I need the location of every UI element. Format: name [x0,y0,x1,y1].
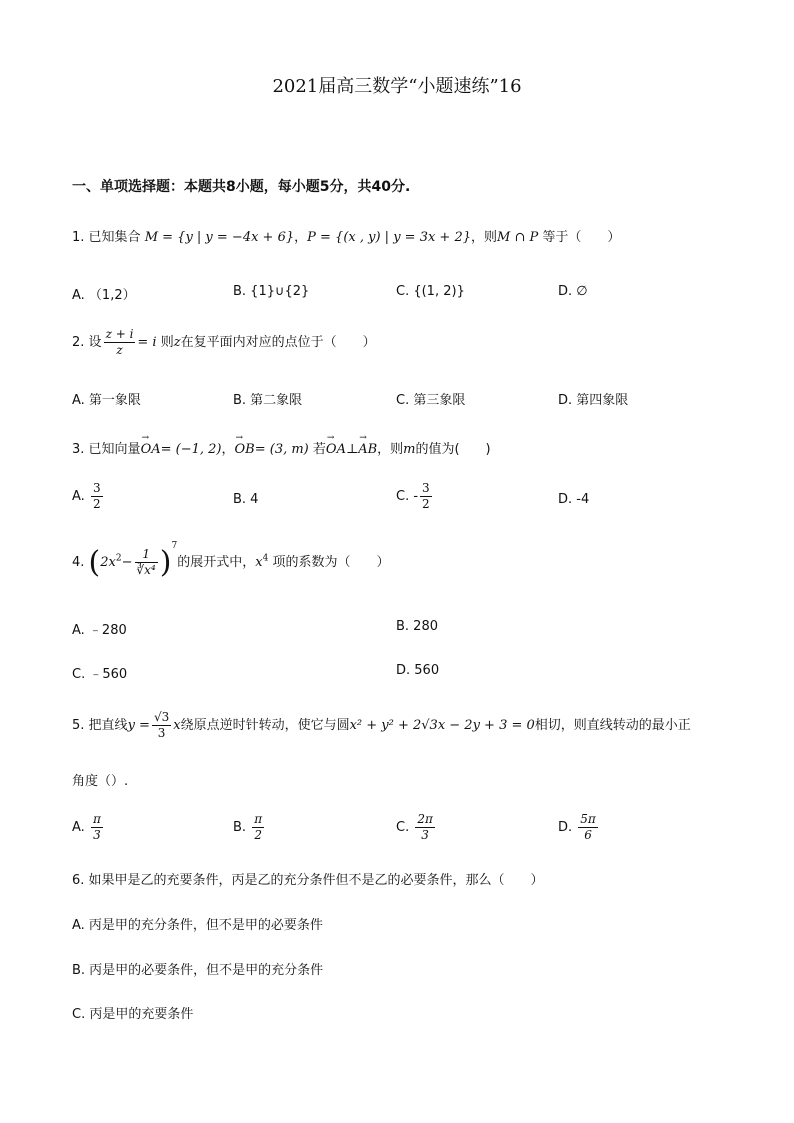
q5-d-fraction [578,812,598,843]
q1-expr: M ∩ P [497,230,539,245]
q4-term-exp: 4 [262,553,269,564]
q3-option-c-label: C. - [396,489,419,504]
q3-number: 3. [72,442,85,457]
q4-option-b: B. 280 [396,619,438,634]
q5-b-label: B. [233,820,247,835]
q5-d-den: 6 [584,828,592,842]
q5-frac-den: 3 [157,726,166,740]
q5-rhs: x [173,718,181,733]
q1-set-p: P = {(x , y) | y = 3x + 2} [307,230,471,245]
q3-vector-oa: → OA [141,442,161,457]
question-2 [72,327,376,358]
q4-term-a: 2x [100,555,116,570]
question-5 [72,710,691,741]
q4-term-a-exp: 2 [115,553,122,564]
q5-frac-num: √3 [153,710,170,724]
section-heading: 一、单项选择题：本题共8小题，每小题5分，共40分. [72,179,411,195]
q4-minus: − [121,555,133,570]
q3-option-d: D. -4 [558,492,590,507]
q4-suffix-a: 的展开式中， [177,555,256,570]
q5-c-fraction [415,812,435,843]
q3-option-a-label: A. [72,489,85,504]
q5-c-num: 2π [417,812,433,826]
q5-option-b [233,812,266,843]
q2-suffix: 在复平面内对应的点位于（ ） [180,335,376,350]
q3-suffix-pre: ，则 [377,442,404,457]
q2-eq: = i [137,335,157,350]
q3-perp-left: → OA [326,442,346,457]
q4-option-d: D. 560 [396,663,440,678]
q4-frac-num: 1 [135,547,158,563]
q2-var: z [173,335,181,350]
question-4 [72,541,389,580]
q5-option-d [558,812,600,843]
q6-option-b: B. 丙是甲的必要条件，但不是甲的充分条件 [72,963,324,978]
q3-option-a [72,481,105,512]
q4-option-c: C. ﹣560 [72,667,128,682]
q5-c-label: C. [396,820,410,835]
q5-suffix: 相切，则直线转动的最小正 [534,718,691,733]
q5-b-fraction [252,812,264,843]
q4-term: x [255,555,263,570]
q3-vector-ob: → OB [235,442,255,457]
q3-c-num: 3 [422,481,430,495]
q3-option-b: B. 4 [233,492,259,507]
page-title: 2021届高三数学“小题速练”16 [272,76,522,97]
q3-option-c [396,481,434,512]
q5-a-num: π [92,812,101,826]
q6-option-a: A. 丙是甲的充分条件，但不是甲的必要条件 [72,918,323,933]
q5-d-num: 5π [580,812,596,826]
q1-option-c: C. {(1, 2)} [396,284,465,299]
q2-option-d: D. 第四象限 [558,393,629,408]
q5-d-label: D. [558,820,573,835]
q2-frac-den: z [116,343,123,357]
q1-prefix: 已知集合 [88,230,141,245]
q2-option-b: B. 第二象限 [233,393,303,408]
q4-fraction [135,547,158,578]
q4-right-paren: ) [159,545,172,580]
q5-line-2: 角度（）. [72,774,129,789]
q5-a-den: 3 [93,828,101,842]
q5-c-den: 3 [421,828,429,842]
q2-frac-num: z + i [105,327,134,341]
q3-ob-value: = (3, m) [254,442,309,457]
q6-text: 如果甲是乙的充要条件，丙是乙的充分条件但不是乙的必要条件，那么（ ） [88,873,544,888]
q3-a-num: 3 [92,481,101,495]
q3-perp-symbol: ⊥ [345,442,359,457]
q5-mid: 绕原点逆时针转动，使它与圆 [180,718,350,733]
q2-option-c: C. 第三象限 [396,393,466,408]
q1-number: 1. [72,230,85,245]
q1-option-a: A. （1,2） [72,288,136,303]
q4-number: 4. [72,555,85,570]
q3-option-c-fraction [420,481,432,512]
q2-mid: 则 [160,335,174,350]
q5-lhs: y = [127,718,150,733]
q3-suffix: 的值为( ) [415,442,491,457]
q5-b-num: π [254,812,263,826]
q5-b-den: 2 [254,828,262,842]
q2-option-a: A. 第一象限 [72,393,141,408]
q4-frac-den: ∛x⁴ [136,563,156,577]
q3-oa-value: = (−1, 2) [160,442,222,457]
q5-option-a [72,812,105,843]
q6-number: 6. [72,873,85,888]
q6-option-c: C. 丙是甲的充要条件 [72,1007,194,1022]
q3-c-den: 2 [422,497,430,511]
q2-prefix: 设 [88,335,102,350]
q3-a-den: 2 [92,497,101,511]
q5-number: 5. [72,718,85,733]
q4-left-paren: ( [88,545,101,580]
q5-fraction [152,710,171,741]
q3-ruo: 若 [312,442,326,457]
q4-power: 7 [171,541,178,551]
q5-prefix: 把直线 [88,718,128,733]
q3-perp-right: → AB [358,442,377,457]
q2-fraction [104,327,136,358]
question-1 [72,226,620,245]
q1-suffix: 等于（ ） [542,230,621,245]
q4-option-a: A. ﹣280 [72,623,127,638]
q1-sep: ， [294,230,308,245]
q5-a-fraction [91,812,103,843]
q5-option-c [396,812,437,843]
q1-set-m: M = {y | y = −4x + 6} [144,230,295,245]
q1-option-d: D. ∅ [558,284,588,299]
q3-option-a-fraction [91,481,103,512]
q5-a-label: A. [72,820,85,835]
q1-option-b: B. {1}∪{2} [233,284,310,299]
q3-m: m [403,442,416,457]
q2-number: 2. [72,335,85,350]
q1-suffix-pre: ，则 [471,230,498,245]
q4-suffix: 项的系数为（ ） [272,555,390,570]
question-6 [72,869,544,888]
q5-circle: x² + y² + 2√3x − 2y + 3 = 0 [349,718,535,733]
question-3 [72,438,491,457]
q3-prefix: 已知向量 [88,442,141,457]
q3-comma: ， [221,442,235,457]
